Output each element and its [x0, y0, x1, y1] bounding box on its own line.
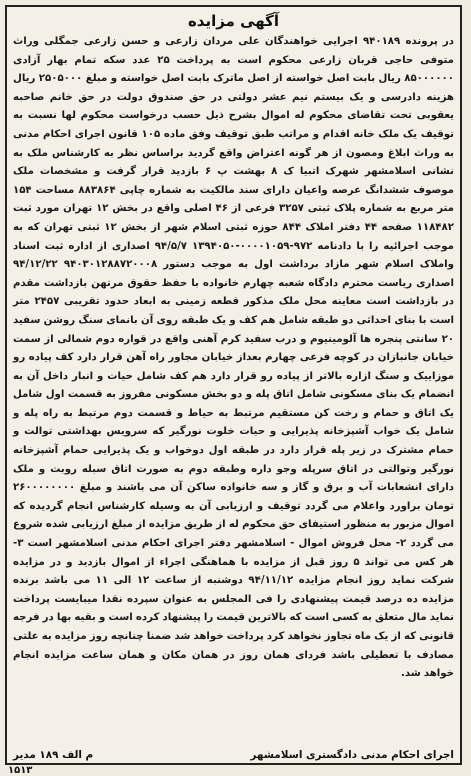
notice-frame	[5, 5, 462, 765]
notice-title: آگهی مزایده	[187, 12, 280, 30]
footer-code: ۱۵۱۳	[8, 765, 33, 776]
signature-office: اجرای احکام مدنی دادگستری اسلامشهر	[250, 749, 454, 761]
notice-body: در پرونده ۹۴۰۱۸۹ اجرایی خواهندگان علی مردان زارعی و حسن زارعی جمگلی وراث متوفی حاجی قربان زارعی محکوم است به پرداخت ۲۵ عدد سکه تمام بهار آزادی ۸۵۰۰۰۰۰۰ ریال بابت اصل خواسته از اصل ماترک بابت اصل خواسته و مبلغ ۲۵۰۵۰۰۰ ریال هزینه دادرسی و یک بیستم نیم عشر دولتی در حق صندوق دولت در حق خانم صاحبه یعقوبی تحت تقاضای محکوم له اموال بشرح ذیل حسب درخواست محکوم لها نسبت به توقیف یک ملک خانه اقدام و مراتب طبق توقیف وفق ماده ۱۰۵ قانون اجرای احکام مدنی به وراث ابلاغ ومصون از هر گونه اعتراض واقع گردید براساس نظر به کارشناس ملک به نشانی اسلامشهر شهرک اتبیا ک ۸ بهشت پ ۶ بازدید قرار گرفت و مشخصات ملک موصوف ششدانگ عرصه واعیان دارای سند مالکیت به شماره چاپی ۸۸۳۸۶۴ مساحت ۱۵۴ متر مربع به شماره پلاک ثبتی ۳۲۵۷ فرعی از ۴۶ اصلی واقع در بخش ۱۲ تهران مورد ثبت ۱۱۸۴۸۲ صفحه ۴۴ دفتر املاک ۸۴۴ حوزه ثبتی اسلام شهر از بخش ۱۲ ثبتی تهران که به موجب اجرائیه را با دادنامه ۹۷۲-۰۰۰۰۱۰۵۹-۱۳۹۴۰۵۰ ۹۴/۵/۷ اصداری از اداره ثبت اسناد واملاک اسلام شهر مازاد برداشت اول به موجب دستور ۹۴۰۳۰۱۲۸۸۷۲۰۰۰۸ ۹۴/۱۲/۲۲ اصداری ریاست محترم دادگاه شعبه چهارم خانواده با حفظ حقوق مرتهن بازداشت مقدم در بازداشت است معاینه محل ملک مذکور قطعه زمینی به ابعاد حدود تقریبی ۲۴۵۷ متر است با بنای احداثی دو طبقه شامل هم کف و یک طبقه روی آن بانمای سنگ روشن سفید ۲۰ سانتی پنجره ها آلومینیوم و درب سفید کرم آهنی واقع در قواره دوم شمالی از سمت خیابان جانبازان در کوچه فرعی چهارم بعداز خیابان مجاور راه آهن قرار دارد کف پیاده رو موزاییک و سنگ ازاره بالاتر از پیاده رو قرار دارد هم کف شامل حیات و انبار داخل آن به انضمام یک بنای مسکونی شامل اتاق پله و دو بخش مسکونی مفروز به قسمت اول شامل یک اتاق و حمام و رخت کن مستقیم مرتبط به حیاط و قسمت دوم مرتبط به راه پله و شامل یک خواب آشپزخانه پذیرایی و حیات خلوت نورگیر که سرویس بهداشتی توالت و حمام مشترک در زیر پله قرار دارد در طبقه اول دوخواب و یک پذیرایی حمام آشپزخانه نورگیر وتوالتی در اتاق سرپله وجو داره وطبقه دوم به صورت اتاق سبله روبت و ملک دارای انشعابات آب و برق و گاز و سه خانواده ساکن آن می باشند و مبلغ ۲۶۰۰۰۰۰۰۰۰ تومان براورد واعلام می گردد توقیف و ارزیابی آن به وسیله کارشناس انجام گردیده که اموال مزبور به منظور استیفای حق محکوم له از طریق مزایده از مبلغ ارزیابی شده شروع می گردد ۲- محل فروش اموال - اسلامشهر دفتر اجرای احکام مدنی اسلامشهر است ۳- هر کس می تواند ۵ روز قبل از مزایده با هماهنگی اجراء از اموال بازدید و در مزایده شرکت نماید روز انجام مزایده ۹۴/۱۱/۱۲ دوشنبه از ساعت ۱۲ الی ۱۱ می باشد برنده مزایده ده درصد قیمت پیشنهادی را فی المجلس به عنوان سپرده نقدا میبایست پرداخت نماید مال متعلق به کسی است که بالاترین قیمت را پیشنهاد کرده است و بقیه بها در فرجه قانونی که از یک ماه تجاوز نخواهد کرد پرداخت خواهد شد ضمنا چنانچه روز مزایده به علتی مصادف با تعطیلی باشد فردای همان روز در همان مکان و همان ساعت مزایده انجام خواهد شد.	[13, 36, 455, 680]
signature-name: م الف ۱۸۹ مدیر	[13, 749, 94, 761]
signature-line	[13, 747, 454, 763]
